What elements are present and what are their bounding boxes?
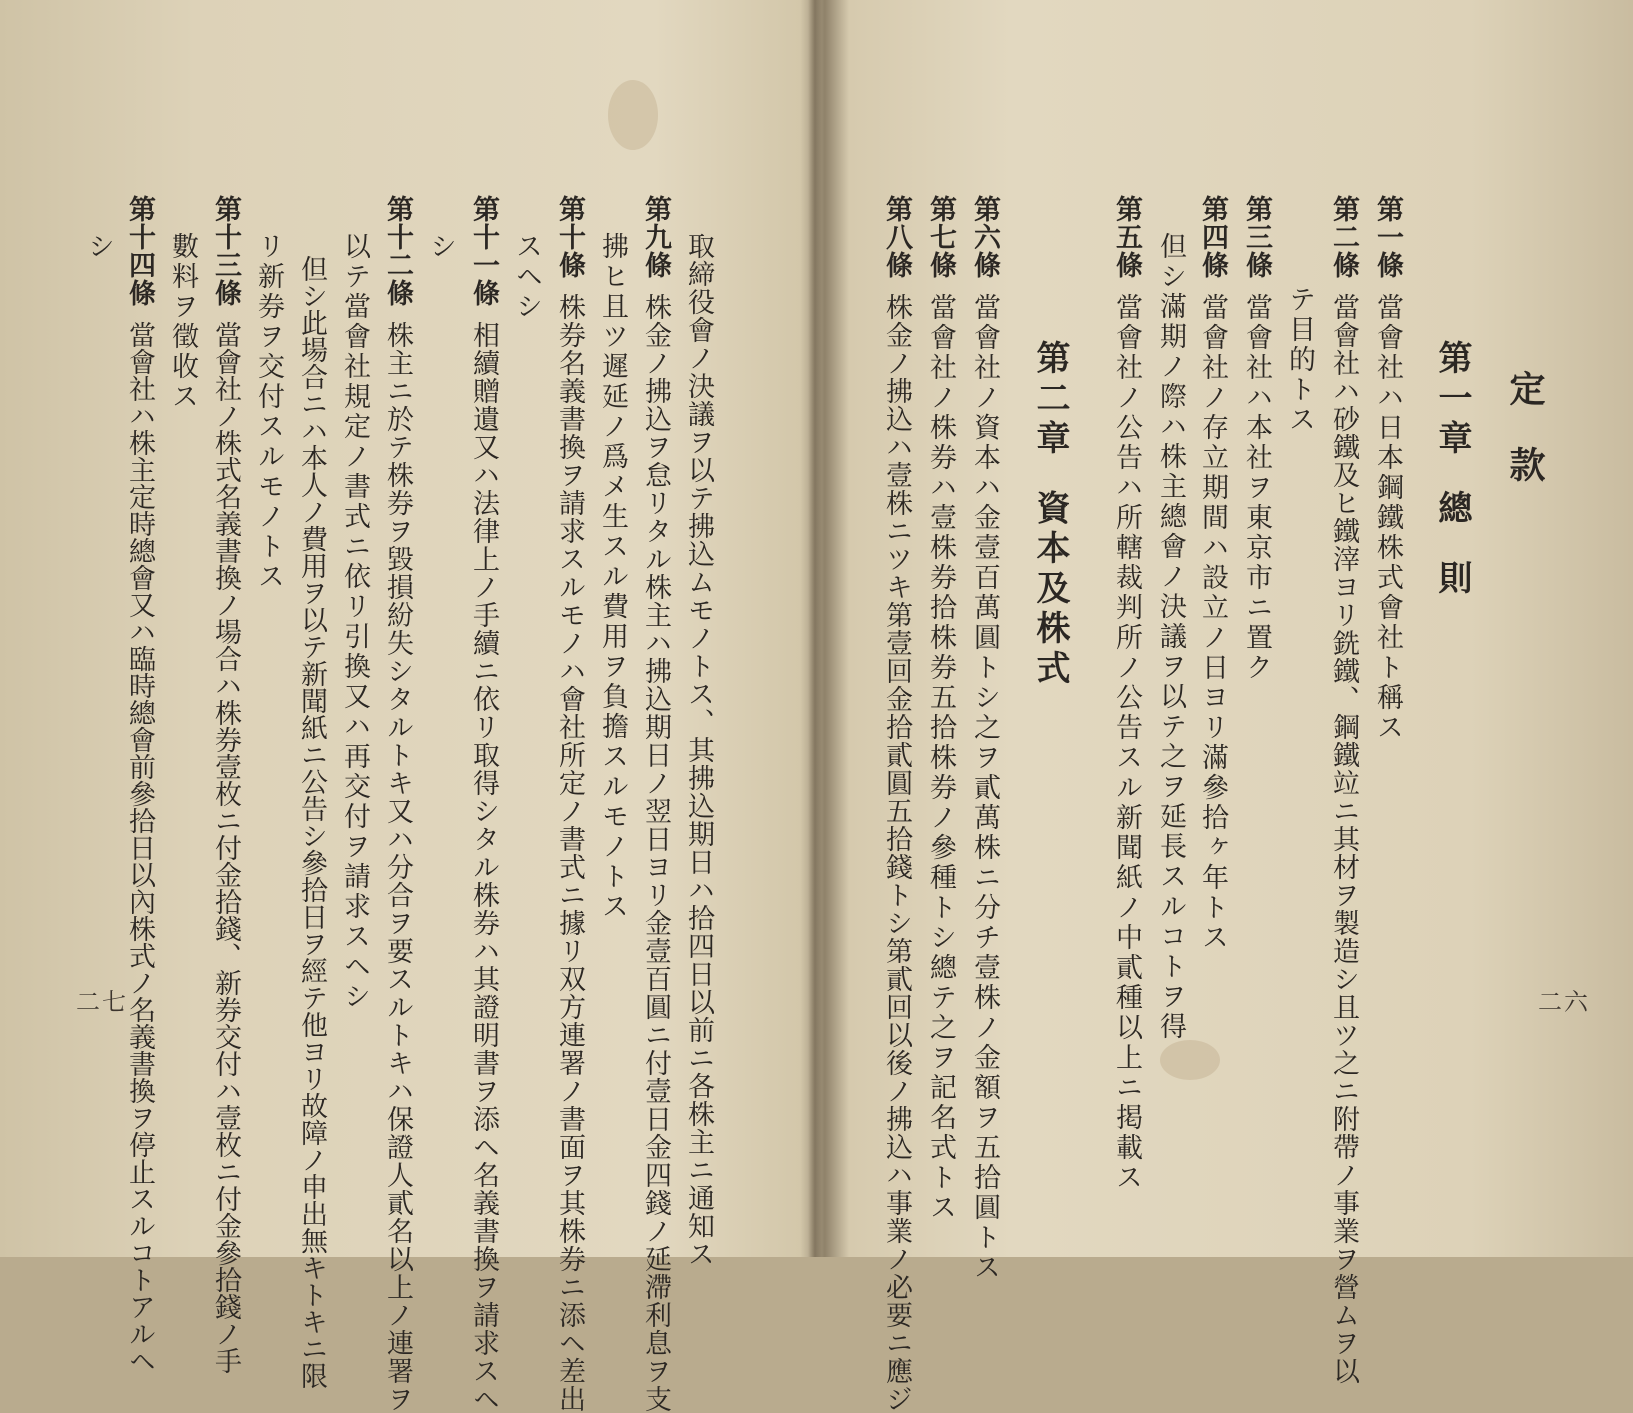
chapter-2-heading (1032, 340, 1068, 690)
title-text: 定款 (1504, 370, 1545, 522)
article-text: テ目的トス (1284, 285, 1315, 435)
article-text: 當會社ハ本社ヲ東京市ニ置ク (1241, 293, 1272, 683)
article-text: 取締役會ノ決議ヲ以テ拂込ムモノトス、其拂込期日ハ拾四日以前ニ各株主ニ通知ス (683, 232, 714, 1268)
page-number: 二七 (76, 988, 128, 1016)
article-12-proviso (293, 255, 329, 1389)
article-label: 第四條 (1197, 195, 1228, 279)
article-2 (1325, 195, 1361, 1385)
article-text: 數料ヲ徵收ス (167, 232, 198, 412)
chapter-name: 資本及株式 (1030, 490, 1070, 690)
right-page (818, 0, 1633, 1413)
article-10-continuation (508, 232, 544, 322)
article-3 (1238, 195, 1274, 683)
article-text: 但シ滿期ノ際ハ株主總會ノ決議ヲ以テ之ヲ延長スルコトヲ得 (1155, 232, 1186, 1042)
article-9-continuation (594, 232, 630, 922)
article-label: 第十四條 (124, 195, 155, 307)
article-label: 第六條 (969, 195, 1000, 279)
article-text: リ新券ヲ交付スルモノトス (253, 232, 284, 592)
article-text: スヘシ (511, 232, 542, 322)
chapter-name: 總則 (1432, 490, 1472, 630)
article-text: 但シ此場合ニハ本人ノ費用ヲ以テ新聞紙ニ公告シ參拾日ヲ經テ他ヨリ故障ノ申出無キトキニ限 (296, 255, 327, 1389)
article-12 (379, 195, 415, 1413)
article-1 (1369, 195, 1405, 743)
article-text: 株券名義書換ヲ請求スルモノハ會社所定ノ書式ニ據リ双方連署ノ書面ヲ其株券ニ添ヘ差出 (554, 293, 585, 1413)
article-text: 拂ヒ且ツ遲延ノ爲メ生スル費用ヲ負擔スルモノトス (597, 232, 628, 922)
article-text: 當會社ハ日本鋼鐵株式會社ト稱ス (1372, 293, 1403, 743)
article-text: シ (83, 232, 114, 262)
article-8 (878, 195, 914, 1413)
article-12-proviso-continuation (250, 232, 286, 592)
article-label: 第三條 (1241, 195, 1272, 279)
article-10 (551, 195, 587, 1413)
article-11 (465, 195, 501, 1413)
article-4 (1194, 195, 1230, 953)
article-14 (121, 195, 157, 1374)
article-text: 當會社ノ資本ハ金壹百萬圓トシ之ヲ貳萬株ニ分チ壹株ノ金額ヲ五拾圓トス (969, 293, 1000, 1283)
article-text: 株金ノ拂込ヲ怠リタル株主ハ拂込期日ノ翌日ヨリ金壹百圓ニ付壹日金四錢ノ延滯利息ヲ支 (640, 293, 671, 1413)
article-13 (207, 195, 243, 1374)
article-2-continuation (1281, 285, 1317, 435)
article-label: 第十一條 (468, 195, 499, 307)
article-5 (1108, 195, 1144, 1193)
chapter-1-heading (1434, 340, 1470, 630)
article-label: 第九條 (640, 195, 671, 279)
article-label: 第十三條 (210, 195, 241, 307)
article-text: 當會社ハ株主定時總會又ハ臨時總會前參拾日以內株式ノ名義書換ヲ停止スルコトアルヘ (124, 321, 155, 1374)
article-text: 當會社ノ株券ハ壹株券拾株券五拾株券ノ參種トシ總テ之ヲ記名式トス (925, 293, 956, 1223)
article-text: シ (425, 232, 456, 262)
article-text: 株金ノ拂込ハ壹株ニツキ第壹回金拾貳圓五拾錢トシ第貳回以後ノ拂込ハ事業ノ必要ニ應ジ (881, 293, 912, 1413)
article-8-continuation (680, 232, 716, 1268)
article-label: 第二條 (1328, 195, 1359, 279)
article-text: 當會社ハ砂鐵及ヒ鐵滓ヨリ銑鐵、鋼鐵竝ニ其材ヲ製造シ且ツ之ニ附帶ノ事業ヲ營ムヲ以 (1328, 293, 1359, 1385)
article-14-continuation (80, 232, 116, 262)
article-11-continuation (422, 232, 458, 262)
article-6 (966, 195, 1002, 1283)
article-text: 相續贈遺又ハ法律上ノ手續ニ依リ取得シタル株券ハ其證明書ヲ添ヘ名義書換ヲ請求スヘ (468, 321, 499, 1413)
article-text: 當會社ノ存立期間ハ設立ノ日ヨリ滿參拾ヶ年トス (1197, 293, 1228, 953)
article-13-continuation (164, 232, 200, 412)
article-label: 第八條 (881, 195, 912, 279)
page-number: 二六 (1538, 988, 1590, 1016)
article-text: 當會社ノ株式名義書換ノ場合ハ株券壹枚ニ付金拾錢、新券交付ハ壹枚ニ付金參拾錢ノ手 (210, 321, 241, 1374)
chapter-number: 第二章 (1030, 340, 1070, 460)
left-page (0, 0, 815, 1413)
article-text: 當會社ノ公告ハ所轄裁判所ノ公告スル新聞紙ノ中貳種以上ニ掲載ス (1111, 293, 1142, 1193)
article-4-proviso (1152, 232, 1188, 1042)
article-12-continuation (336, 232, 372, 1012)
chapter-number: 第一章 (1432, 340, 1472, 460)
article-7 (922, 195, 958, 1223)
document-title (1504, 370, 1545, 522)
article-label: 第十條 (554, 195, 585, 279)
article-label: 第七條 (925, 195, 956, 279)
article-label: 第十二條 (382, 195, 413, 307)
article-text: 以テ當會社規定ノ書式ニ依リ引換又ハ再交付ヲ請求スヘシ (339, 232, 370, 1012)
article-9 (637, 195, 673, 1413)
article-text: 株主ニ於テ株券ヲ毀損紛失シタルトキ又ハ分合ヲ要スルトキハ保證人貳名以上ノ連署ヲ (382, 321, 413, 1413)
article-label: 第五條 (1111, 195, 1142, 279)
article-label: 第一條 (1372, 195, 1403, 279)
